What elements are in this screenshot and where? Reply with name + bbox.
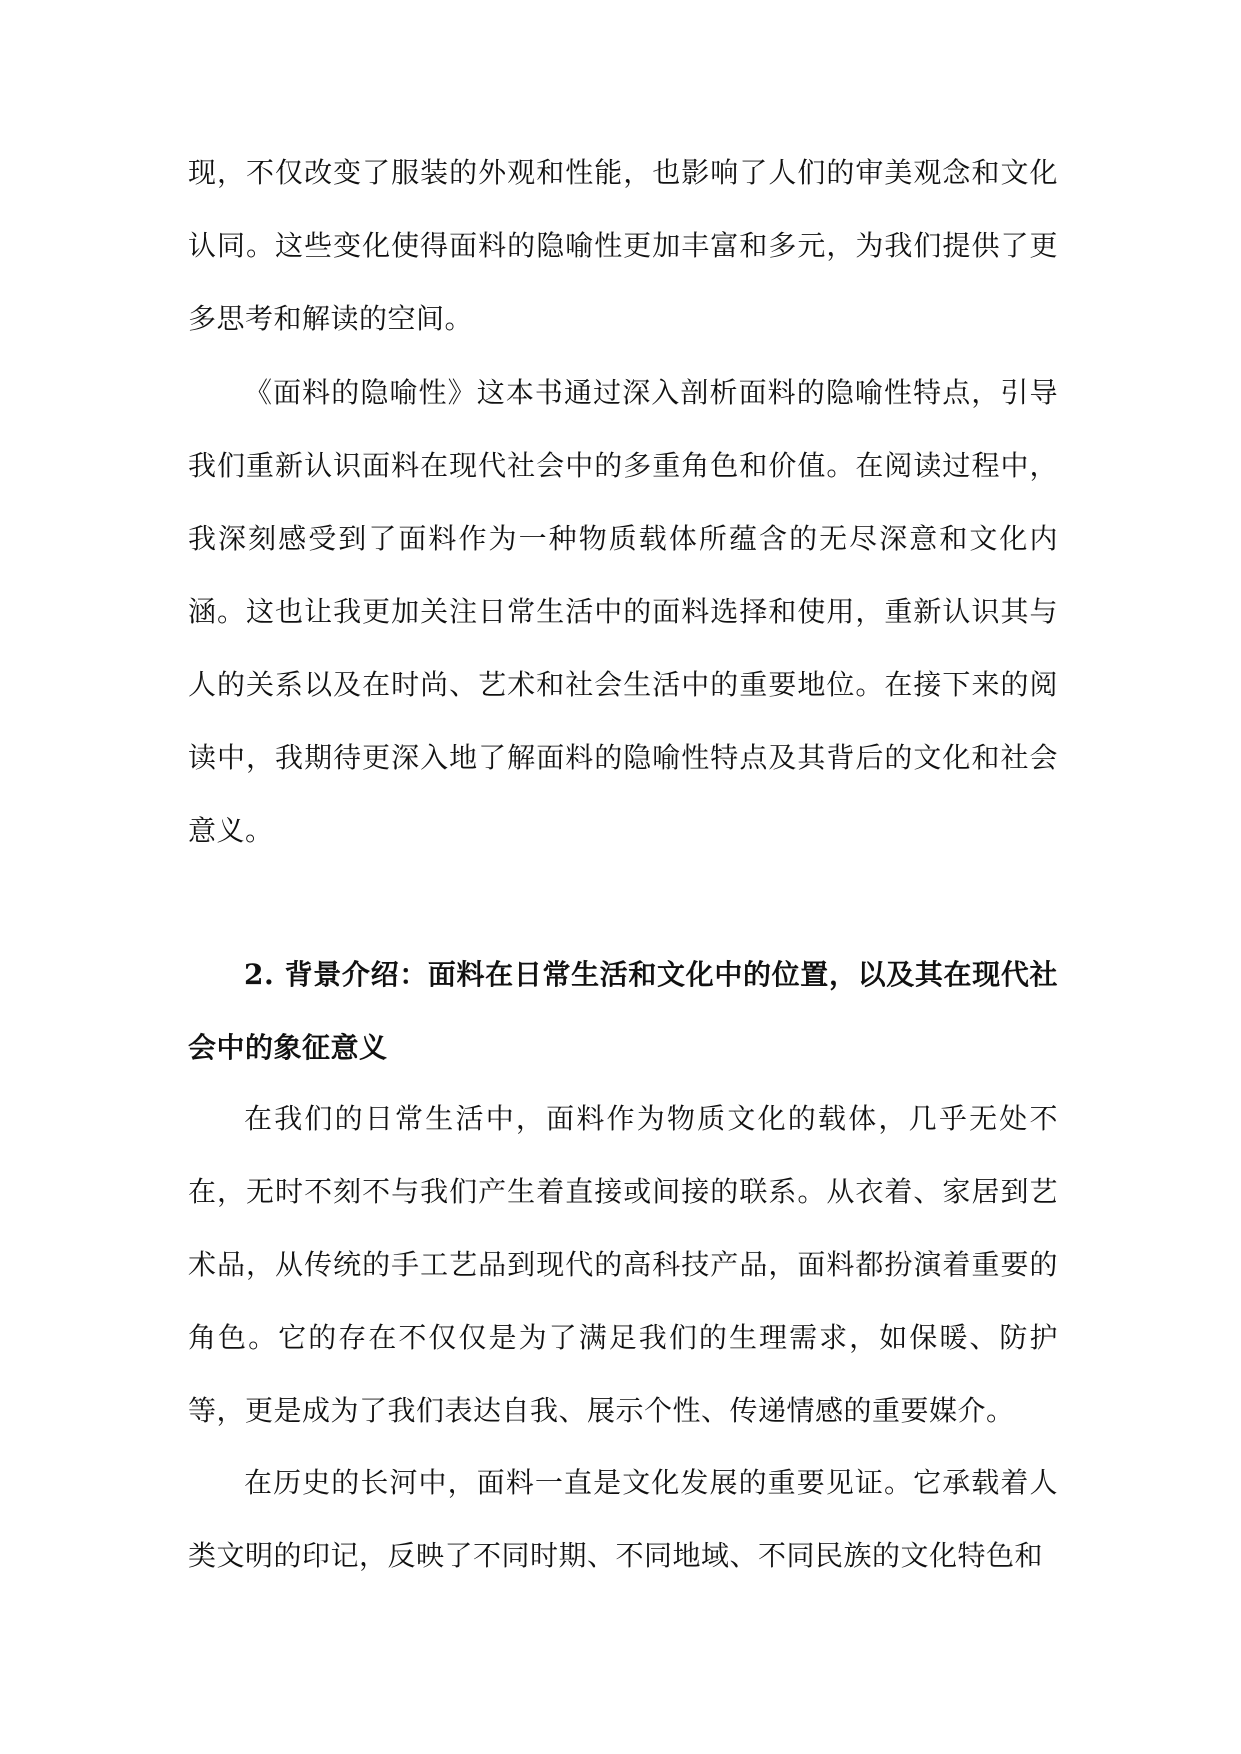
section-heading: 2. 背景介绍：面料在日常生活和文化中的位置，以及其在现代社会中的象征意义 (188, 958, 1058, 1064)
history-paragraph: 在历史的长河中，面料一直是文化发展的重要见证。它承载着人类文明的印记，反映了不同时期、不同地域、不同民族的文化特色和 (188, 1466, 1058, 1572)
daily-life-paragraph: 在我们的日常生活中，面料作为物质文化的载体，几乎无处不在，无时不刻不与我们产生着直接或间接的联系。从衣着、家居到艺术品，从传统的手工艺品到现代的高科技产品，面料都扮演着重要的角色。它的存在不仅仅是为了满足我们的生理需求，如保暖、防护等，更是成为了我们表达自我、展示个性、传递情感的重要媒介。 (188, 1102, 1058, 1427)
book-reflection-paragraph: 《面料的隐喻性》这本书通过深入剖析面料的隐喻性特点，引导我们重新认识面料在现代社会中的多重角色和价值。在阅读过程中，我深刻感受到了面料作为一种物质载体所蕴含的无尽深意和文化内涵。这也让我更加关注日常生活中的面料选择和使用，重新认识其与人的关系以及在时尚、艺术和社会生活中的重要地位。在接下来的阅读中，我期待更深入地了解面料的隐喻性特点及其背后的文化和社会意义。 (188, 376, 1058, 847)
continued-paragraph: 现，不仅改变了服装的外观和性能，也影响了人们的审美观念和文化认同。这些变化使得面料的隐喻性更加丰富和多元，为我们提供了更多思考和解读的空间。 (188, 156, 1058, 335)
